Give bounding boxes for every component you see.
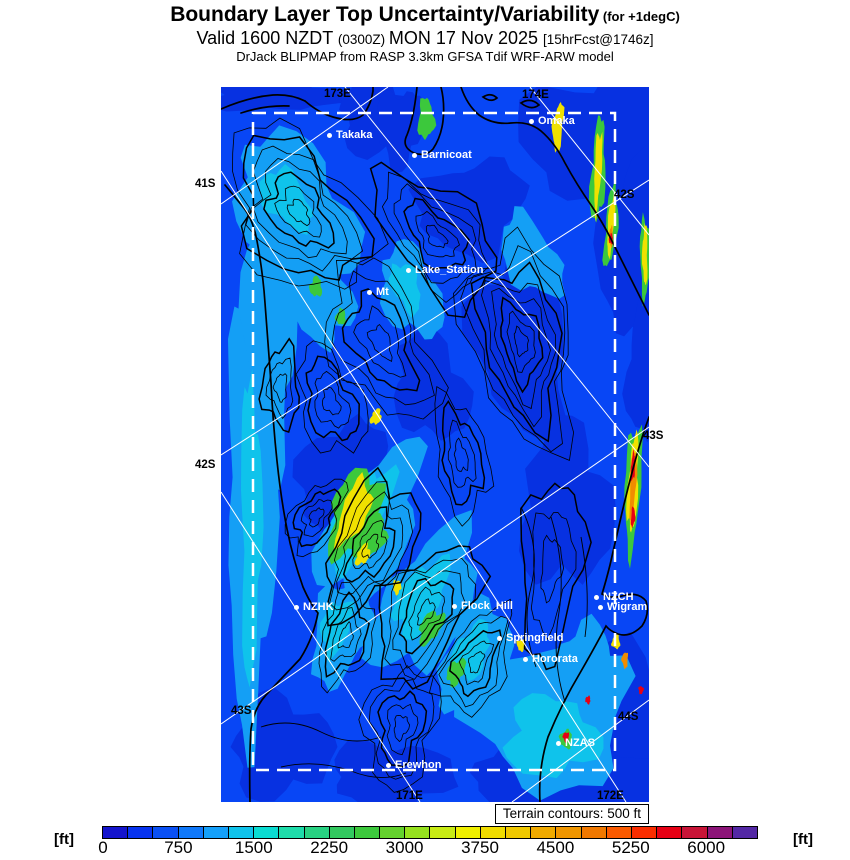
graticule-label: 171E xyxy=(396,790,423,802)
graticule-label: 43S xyxy=(231,705,252,717)
colorbar-tick-label: 6000 xyxy=(687,838,726,857)
colorbar-tick-label: 3000 xyxy=(385,838,424,857)
colorbar-unit-left: [ft] xyxy=(54,831,74,848)
place-label: Mt xyxy=(376,286,389,298)
colorbar-segment xyxy=(607,827,631,838)
forecast-run: [15hrFcst@1746z] xyxy=(543,32,654,47)
page-title xyxy=(0,2,850,29)
graticule-label: 173E xyxy=(324,88,351,100)
colorbar-tick-label: 1500 xyxy=(234,838,273,857)
place-label: Springfield xyxy=(506,632,564,644)
header xyxy=(0,2,850,64)
colorbar-tick-label: 2250 xyxy=(310,838,349,857)
valid-zulu: (0300Z) xyxy=(337,32,389,47)
colorbar-segment xyxy=(330,827,354,838)
colorbar-segment xyxy=(254,827,278,838)
colorbar-segment xyxy=(204,827,228,838)
colorbar-segment xyxy=(229,827,253,838)
valid-time: Valid 1600 NZDT xyxy=(196,28,338,48)
terrain-contour-note: Terrain contours: 500 ft xyxy=(495,804,649,824)
colorbar-unit-right: [ft] xyxy=(793,831,813,848)
valid-date: MON 17 Nov 2025 xyxy=(388,28,543,48)
colorbar-segment xyxy=(405,827,429,838)
model-line: DrJack BLIPMAP from RASP 3.3km GFSA Tdif WRF-ARW model xyxy=(236,49,614,64)
colorbar-segment xyxy=(103,827,127,838)
colorbar-segment xyxy=(733,827,757,838)
colorbar-segment xyxy=(632,827,656,838)
graticule-label: 41S xyxy=(195,178,216,190)
colorbar-segment xyxy=(657,827,681,838)
graticule-label: 172E xyxy=(597,790,624,802)
colorbar-segment xyxy=(153,827,177,838)
colorbar-tick-label: 3750 xyxy=(461,838,499,857)
place-label: Lake_Station xyxy=(415,264,484,276)
colorbar-segment xyxy=(481,827,505,838)
colorbar-segment xyxy=(355,827,379,838)
graticule-label: 43S xyxy=(643,430,664,442)
place-label: NZHK xyxy=(303,601,334,613)
colorbar-segment xyxy=(128,827,152,838)
colorbar-tick-label: 5250 xyxy=(611,838,650,857)
colorbar-segment xyxy=(682,827,706,838)
graticule-label: 42S xyxy=(195,459,216,471)
place-label: Wigram xyxy=(607,601,648,613)
colorbar-tick-label: 750 xyxy=(164,838,193,857)
place-label: Omaka xyxy=(538,115,575,127)
colorbar-segment xyxy=(430,827,454,838)
place-label: Hororata xyxy=(532,653,578,665)
colorbar-segment xyxy=(556,827,580,838)
colorbar-segment xyxy=(708,827,732,838)
blipmap-map xyxy=(221,87,649,802)
colorbar-segment xyxy=(279,827,303,838)
map-image xyxy=(221,87,649,802)
colorbar-segment xyxy=(305,827,329,838)
place-label: Barnicoat xyxy=(421,149,472,161)
place-label: NZAS xyxy=(565,737,595,749)
graticule-label: 42S xyxy=(614,189,635,201)
colorbar-tick-label: 4500 xyxy=(536,838,575,857)
graticule-label: 174E xyxy=(522,89,549,101)
place-label: Erewhon xyxy=(395,759,442,771)
colorbar xyxy=(102,826,758,839)
colorbar-tick-label: 0 xyxy=(98,838,108,857)
place-label: Flock_Hill xyxy=(461,600,513,612)
graticule-label: 44S xyxy=(618,711,639,723)
title-text: Boundary Layer Top Uncertainty/Variability xyxy=(170,3,600,26)
colorbar-segment xyxy=(380,827,404,838)
place-label: Takaka xyxy=(336,129,373,141)
colorbar-segment xyxy=(582,827,606,838)
colorbar-segment xyxy=(531,827,555,838)
colorbar-segment xyxy=(456,827,480,838)
colorbar-segment xyxy=(506,827,530,838)
colorbar-segment xyxy=(179,827,203,838)
place-label: NZCH xyxy=(603,591,634,603)
valid-line xyxy=(0,29,850,49)
title-suffix: (for +1degC) xyxy=(599,9,680,24)
